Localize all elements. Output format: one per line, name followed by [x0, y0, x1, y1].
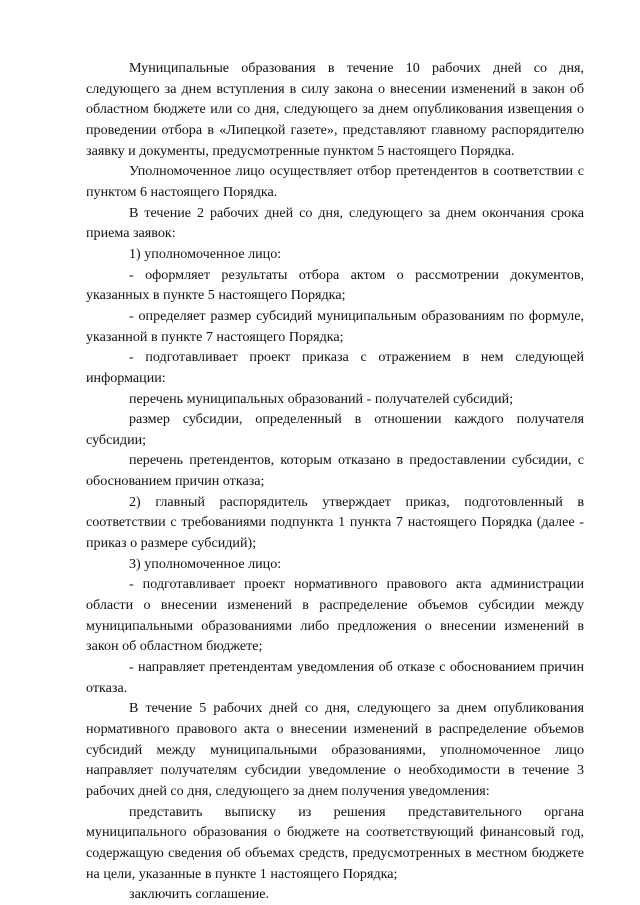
- list-item-determine-subsidy-size: - определяет размер субсидий муниципальным образованиям по формуле, указанной в пункте 7 настоящего Порядка;: [86, 307, 584, 345]
- list-item-subsidy-size: размер субсидии, определенный в отношении каждого получателя субсидии;: [86, 411, 584, 448]
- list-item-formalize-results: - оформляет результаты отбора актом о рассмотрении документов, указанных в пункте 5 настоящего Порядка;: [86, 266, 584, 304]
- paragraph-submission-deadline: Муниципальные образования в течение 10 рабочих дней со дня, следующего за днем вступления в силу закона о внесении изменений в закон об областном бюджете или со дня, следующего за днем опубликования извещения о проведении отбора в «Липецкой газете», представляют главному распорядителю заявку и документы, предусмотренные пунктом 5 настоящего Порядка.: [86, 60, 584, 159]
- paragraph-five-day-period: В течение 5 рабочих дней со дня, следующего за днем опубликования нормативного правового акта о внесении изменений в распределение объемов субсидий между муниципальными образованиями, уполномоченное лицо направляет получателям субсидии уведомление о необходимости в течение 3 рабочих дней со дня, следующего за днем получения уведомления:: [86, 700, 584, 799]
- list-item-approve-order: 2) главный распорядитель утверждает приказ, подготовленный в соответствии с требованиями подпункта 1 пункта 7 настоящего Порядка (далее - приказ о размере субсидий);: [86, 493, 584, 552]
- list-item-prepare-draft-order: - подготавливает проект приказа с отражением в нем следующей информации:: [86, 349, 584, 386]
- list-item-authorized-person-1: 1) уполномоченное лицо:: [129, 245, 282, 262]
- list-item-prepare-legal-act: - подготавливает проект нормативного правового акта администрации области о внесении изменений в распределение объемов субсидии между муниципальными образованиями либо предложения о внесении изменений в закон об областном бюджете;: [86, 576, 584, 655]
- list-item-send-refusal-notices: - направляет претендентам уведомления об отказе с обоснованием причин отказа.: [86, 659, 584, 696]
- list-item-conclude-agreement: заключить соглашение.: [129, 886, 270, 903]
- paragraph-selection-by-authorized-person: Уполномоченное лицо осуществляет отбор претендентов в соответствии с пунктом 6 настоящего Порядка.: [86, 163, 584, 200]
- paragraph-two-day-period: В течение 2 рабочих дней со дня, следующего за днем окончания срока приема заявок:: [86, 204, 584, 242]
- list-item-recipients-list: перечень муниципальных образований - получателей субсидий;: [129, 390, 514, 407]
- list-item-authorized-person-3: 3) уполномоченное лицо:: [129, 555, 282, 572]
- document-page: [86, 58, 584, 905]
- list-item-submit-extract: представить выписку из решения представительного органа муниципального образования о бюджете на соответствующий финансовый год, содержащую сведения об объемах средств, предусмотренных в местном бюджете на цели, указанные в пункте 1 настоящего Порядка;: [86, 803, 584, 882]
- list-item-refused-applicants: перечень претендентов, которым отказано в предоставлении субсидии, с обоснованием причин отказа;: [86, 452, 584, 490]
